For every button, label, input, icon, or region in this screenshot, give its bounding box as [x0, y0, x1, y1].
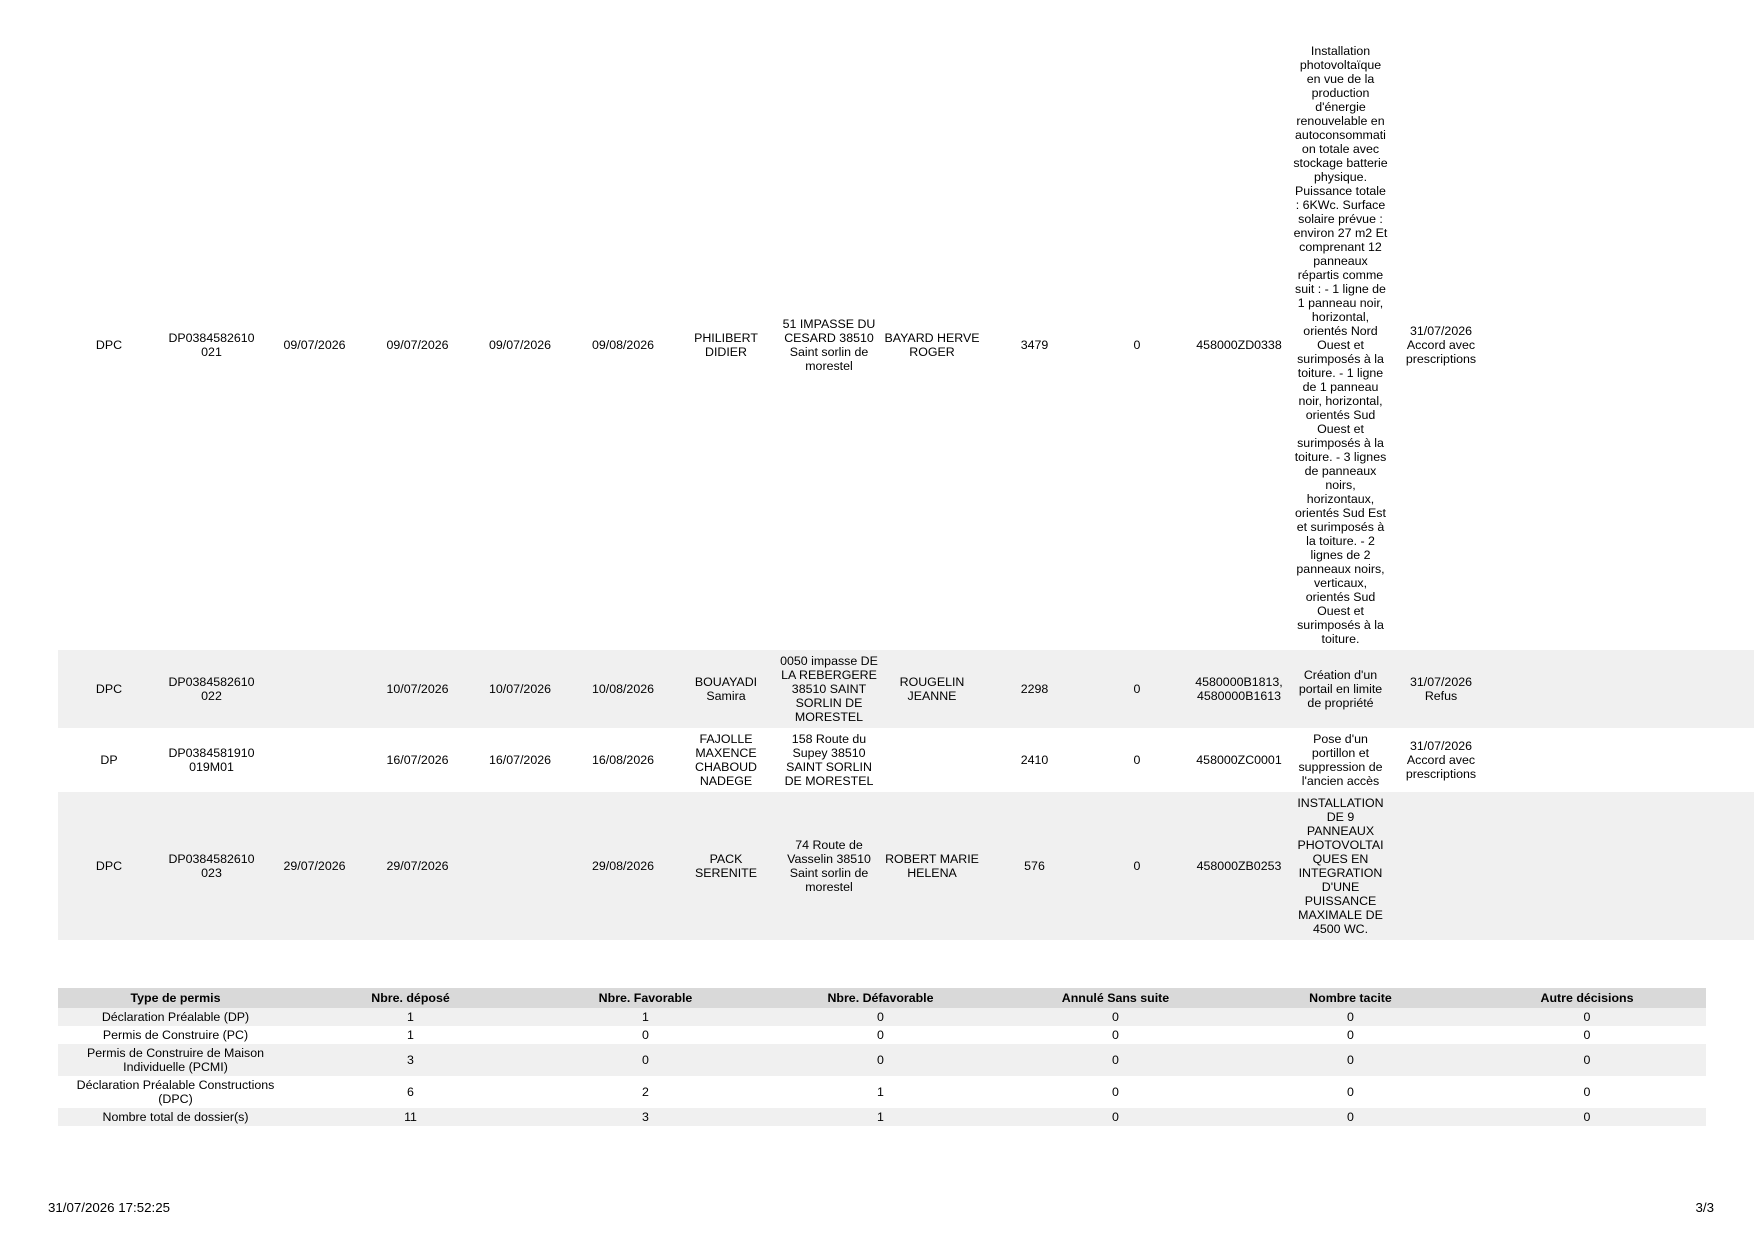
summary-count: 0 — [1468, 1044, 1706, 1076]
site-address: 0050 impasse DE LA REBERGERE 38510 SAINT SORLIN DE MORESTEL — [777, 650, 881, 728]
summary-type-label: Nombre total de dossier(s) — [58, 1108, 293, 1126]
summary-count: 1 — [763, 1108, 998, 1126]
empty-cell — [1491, 728, 1754, 792]
summary-count: 0 — [1347, 1028, 1354, 1042]
summary-count: 0 — [1583, 1085, 1591, 1099]
owner-name: ROUGELIN JEANNE — [881, 650, 983, 728]
parcel-ref: 458000ZC0001 — [1196, 753, 1282, 767]
summary-row — [58, 1108, 1706, 1126]
parcel-ref: 458000ZD0338 — [1196, 338, 1282, 352]
summary-type-label: Déclaration Préalable (DP) — [58, 1008, 293, 1026]
decision: 31/07/2026 Accord avec prescriptions — [1405, 739, 1477, 781]
summary-count: 0 — [1112, 1085, 1119, 1099]
permit-row — [58, 728, 1754, 792]
posting-date: 09/07/2026 — [488, 338, 551, 352]
owner-name: BAYARD HERVE ROGER — [884, 331, 980, 359]
project-description: Installation photovoltaïque en vue de la production d'énergie renouvelable en autoconsommati on totale avec stockage batterie physique. Puissance totale : 6KWc. Surface solaire prévue : environ 27 m2 Et comprenant 12 panneaux répartis comme suit : - 1 ligne de 1 panneau noir, horizontal, orientés Nord Ouest et surimposés à la toiture. - 1 ligne de 1 panneau noir, horizontal, orientés Sud Ouest et surimposés à la toiture. - 3 lignes de panneaux noirs, horizontaux, orientés Sud Est et surimposés à la toiture. - 2 lignes de 2 panneaux noirs, verticaux, orientés Sud Ouest et surimposés à la toiture. — [1293, 44, 1388, 646]
empty-cell — [1491, 650, 1754, 728]
permit-type: DPC — [58, 792, 160, 940]
summary-count: 1 — [293, 1008, 528, 1026]
permit-number: DP0384582610 023 — [160, 792, 263, 940]
decision: 31/07/2026 Refus — [1391, 650, 1491, 728]
land-surface: 3479 — [1020, 338, 1049, 352]
summary-count: 0 — [998, 1044, 1233, 1076]
summary-row — [58, 1076, 1706, 1108]
project-description: Création d'un portail en limite de propriété — [1290, 650, 1391, 728]
posting-date: 16/07/2026 — [488, 753, 551, 767]
page-number: 3/3 — [1695, 1200, 1714, 1215]
summary-type-label: Permis de Construire (PC) — [102, 1028, 249, 1042]
summary-count: 2 — [642, 1085, 649, 1099]
summary-row — [58, 1044, 1706, 1076]
complete-date: 09/07/2026 — [386, 338, 449, 352]
site-address: 51 IMPASSE DU CESARD 38510 Saint sorlin de morestel — [782, 317, 876, 373]
summary-count: 1 — [528, 1008, 763, 1026]
project-description: Pose d'un portillon et suppression de l'ancien accès — [1298, 732, 1383, 788]
applicant-name: BOUAYADI Samira — [675, 650, 777, 728]
summary-column-header: Nbre. Favorable — [528, 988, 763, 1008]
surface-value: 0 — [1086, 792, 1188, 940]
permit-number: DP0384582610 021 — [168, 331, 255, 359]
summary-count: 3 — [528, 1108, 763, 1126]
permit-type: DPC — [95, 338, 123, 352]
summary-count: 0 — [1468, 1008, 1706, 1026]
summary-count: 1 — [407, 1028, 414, 1042]
summary-count: 3 — [293, 1044, 528, 1076]
summary-column-header: Nbre. Défavorable — [763, 988, 998, 1008]
summary-count: 0 — [763, 1044, 998, 1076]
posting-date: 10/07/2026 — [469, 650, 571, 728]
empty-cell — [1491, 792, 1754, 940]
summary-count: 0 — [998, 1108, 1233, 1126]
summary-row — [58, 1026, 1706, 1044]
summary-row — [58, 1008, 1706, 1026]
owner-name — [881, 728, 983, 792]
parcel-ref: 458000ZB0253 — [1188, 792, 1290, 940]
land-surface: 2410 — [1020, 753, 1049, 767]
posting-date — [469, 792, 571, 940]
summary-column-header: Type de permis — [58, 988, 293, 1008]
summary-column-header: Annulé Sans suite — [998, 988, 1233, 1008]
surface-value: 0 — [1133, 338, 1141, 352]
summary-count: 0 — [998, 1008, 1233, 1026]
applicant-name: PACK SERENITE — [675, 792, 777, 940]
summary-count: 0 — [763, 1008, 998, 1026]
summary-count: 0 — [528, 1044, 763, 1076]
decision — [1391, 792, 1491, 940]
summary-count: 0 — [1112, 1028, 1119, 1042]
summary-type-label: Déclaration Préalable Constructions (DPC) — [76, 1078, 275, 1106]
permit-number: DP0384581910 019M01 — [168, 746, 255, 774]
summary-header-row — [58, 988, 1706, 1008]
land-surface: 2298 — [983, 650, 1086, 728]
permit-number: DP0384582610 022 — [160, 650, 263, 728]
filing-date — [263, 650, 366, 728]
summary-column-header: Nombre tacite — [1233, 988, 1468, 1008]
applicant-name: FAJOLLE MAXENCE CHABOUD NADEGE — [695, 732, 757, 788]
complete-date: 29/07/2026 — [366, 792, 469, 940]
summary-count: 0 — [1233, 1008, 1468, 1026]
parcel-ref: 4580000B1813, 4580000B1613 — [1188, 650, 1290, 728]
decision: 31/07/2026 Accord avec prescriptions — [1405, 324, 1477, 366]
summary-column-header: Autre décisions — [1468, 988, 1706, 1008]
deadline-date: 16/08/2026 — [591, 753, 654, 767]
summary-count: 0 — [1233, 1108, 1468, 1126]
owner-name: ROBERT MARIE HELENA — [881, 792, 983, 940]
summary-count: 0 — [877, 1028, 884, 1042]
summary-count: 1 — [877, 1085, 884, 1099]
summary-count: 11 — [293, 1108, 528, 1126]
surface-value: 0 — [1086, 650, 1188, 728]
applicant-name: PHILIBERT DIDIER — [694, 331, 758, 359]
empty-cell — [1491, 40, 1754, 650]
permit-row — [58, 40, 1754, 650]
site-address: 74 Route de Vasselin 38510 Saint sorlin de morestel — [777, 792, 881, 940]
site-address: 158 Route du Supey 38510 SAINT SORLIN DE MORESTEL — [784, 732, 874, 788]
summary-count: 0 — [1233, 1044, 1468, 1076]
deadline-date: 10/08/2026 — [571, 650, 675, 728]
summary-count: 0 — [1468, 1108, 1706, 1126]
permit-row — [58, 650, 1754, 728]
summary-type-label: Permis de Construire de Maison Individuelle (PCMI) — [58, 1044, 293, 1076]
complete-date: 16/07/2026 — [386, 753, 449, 767]
filing-date — [263, 728, 366, 792]
filing-date: 09/07/2026 — [283, 338, 346, 352]
permit-row — [58, 792, 1754, 940]
summary-count: 6 — [407, 1085, 414, 1099]
project-description: INSTALLATION DE 9 PANNEAUX PHOTOVOLTAI QUES EN INTEGRATION D'UNE PUISSANCE MAXIMALE DE 4500 WC. — [1290, 792, 1391, 940]
print-timestamp: 31/07/2026 17:52:25 — [48, 1200, 171, 1215]
permits-body — [58, 40, 1754, 940]
summary-body — [58, 1008, 1706, 1126]
permit-type: DP — [100, 753, 118, 767]
summary-count: 0 — [1347, 1085, 1354, 1099]
filing-date: 29/07/2026 — [263, 792, 366, 940]
complete-date: 10/07/2026 — [366, 650, 469, 728]
permit-type: DPC — [58, 650, 160, 728]
surface-value: 0 — [1133, 753, 1141, 767]
permits-table — [58, 40, 1754, 940]
summary-column-header: Nbre. déposé — [293, 988, 528, 1008]
deadline-date: 09/08/2026 — [591, 338, 654, 352]
summary-table — [58, 988, 1706, 1126]
summary-count: 0 — [1583, 1028, 1591, 1042]
summary-count: 0 — [642, 1028, 649, 1042]
deadline-date: 29/08/2026 — [571, 792, 675, 940]
land-surface: 576 — [983, 792, 1086, 940]
